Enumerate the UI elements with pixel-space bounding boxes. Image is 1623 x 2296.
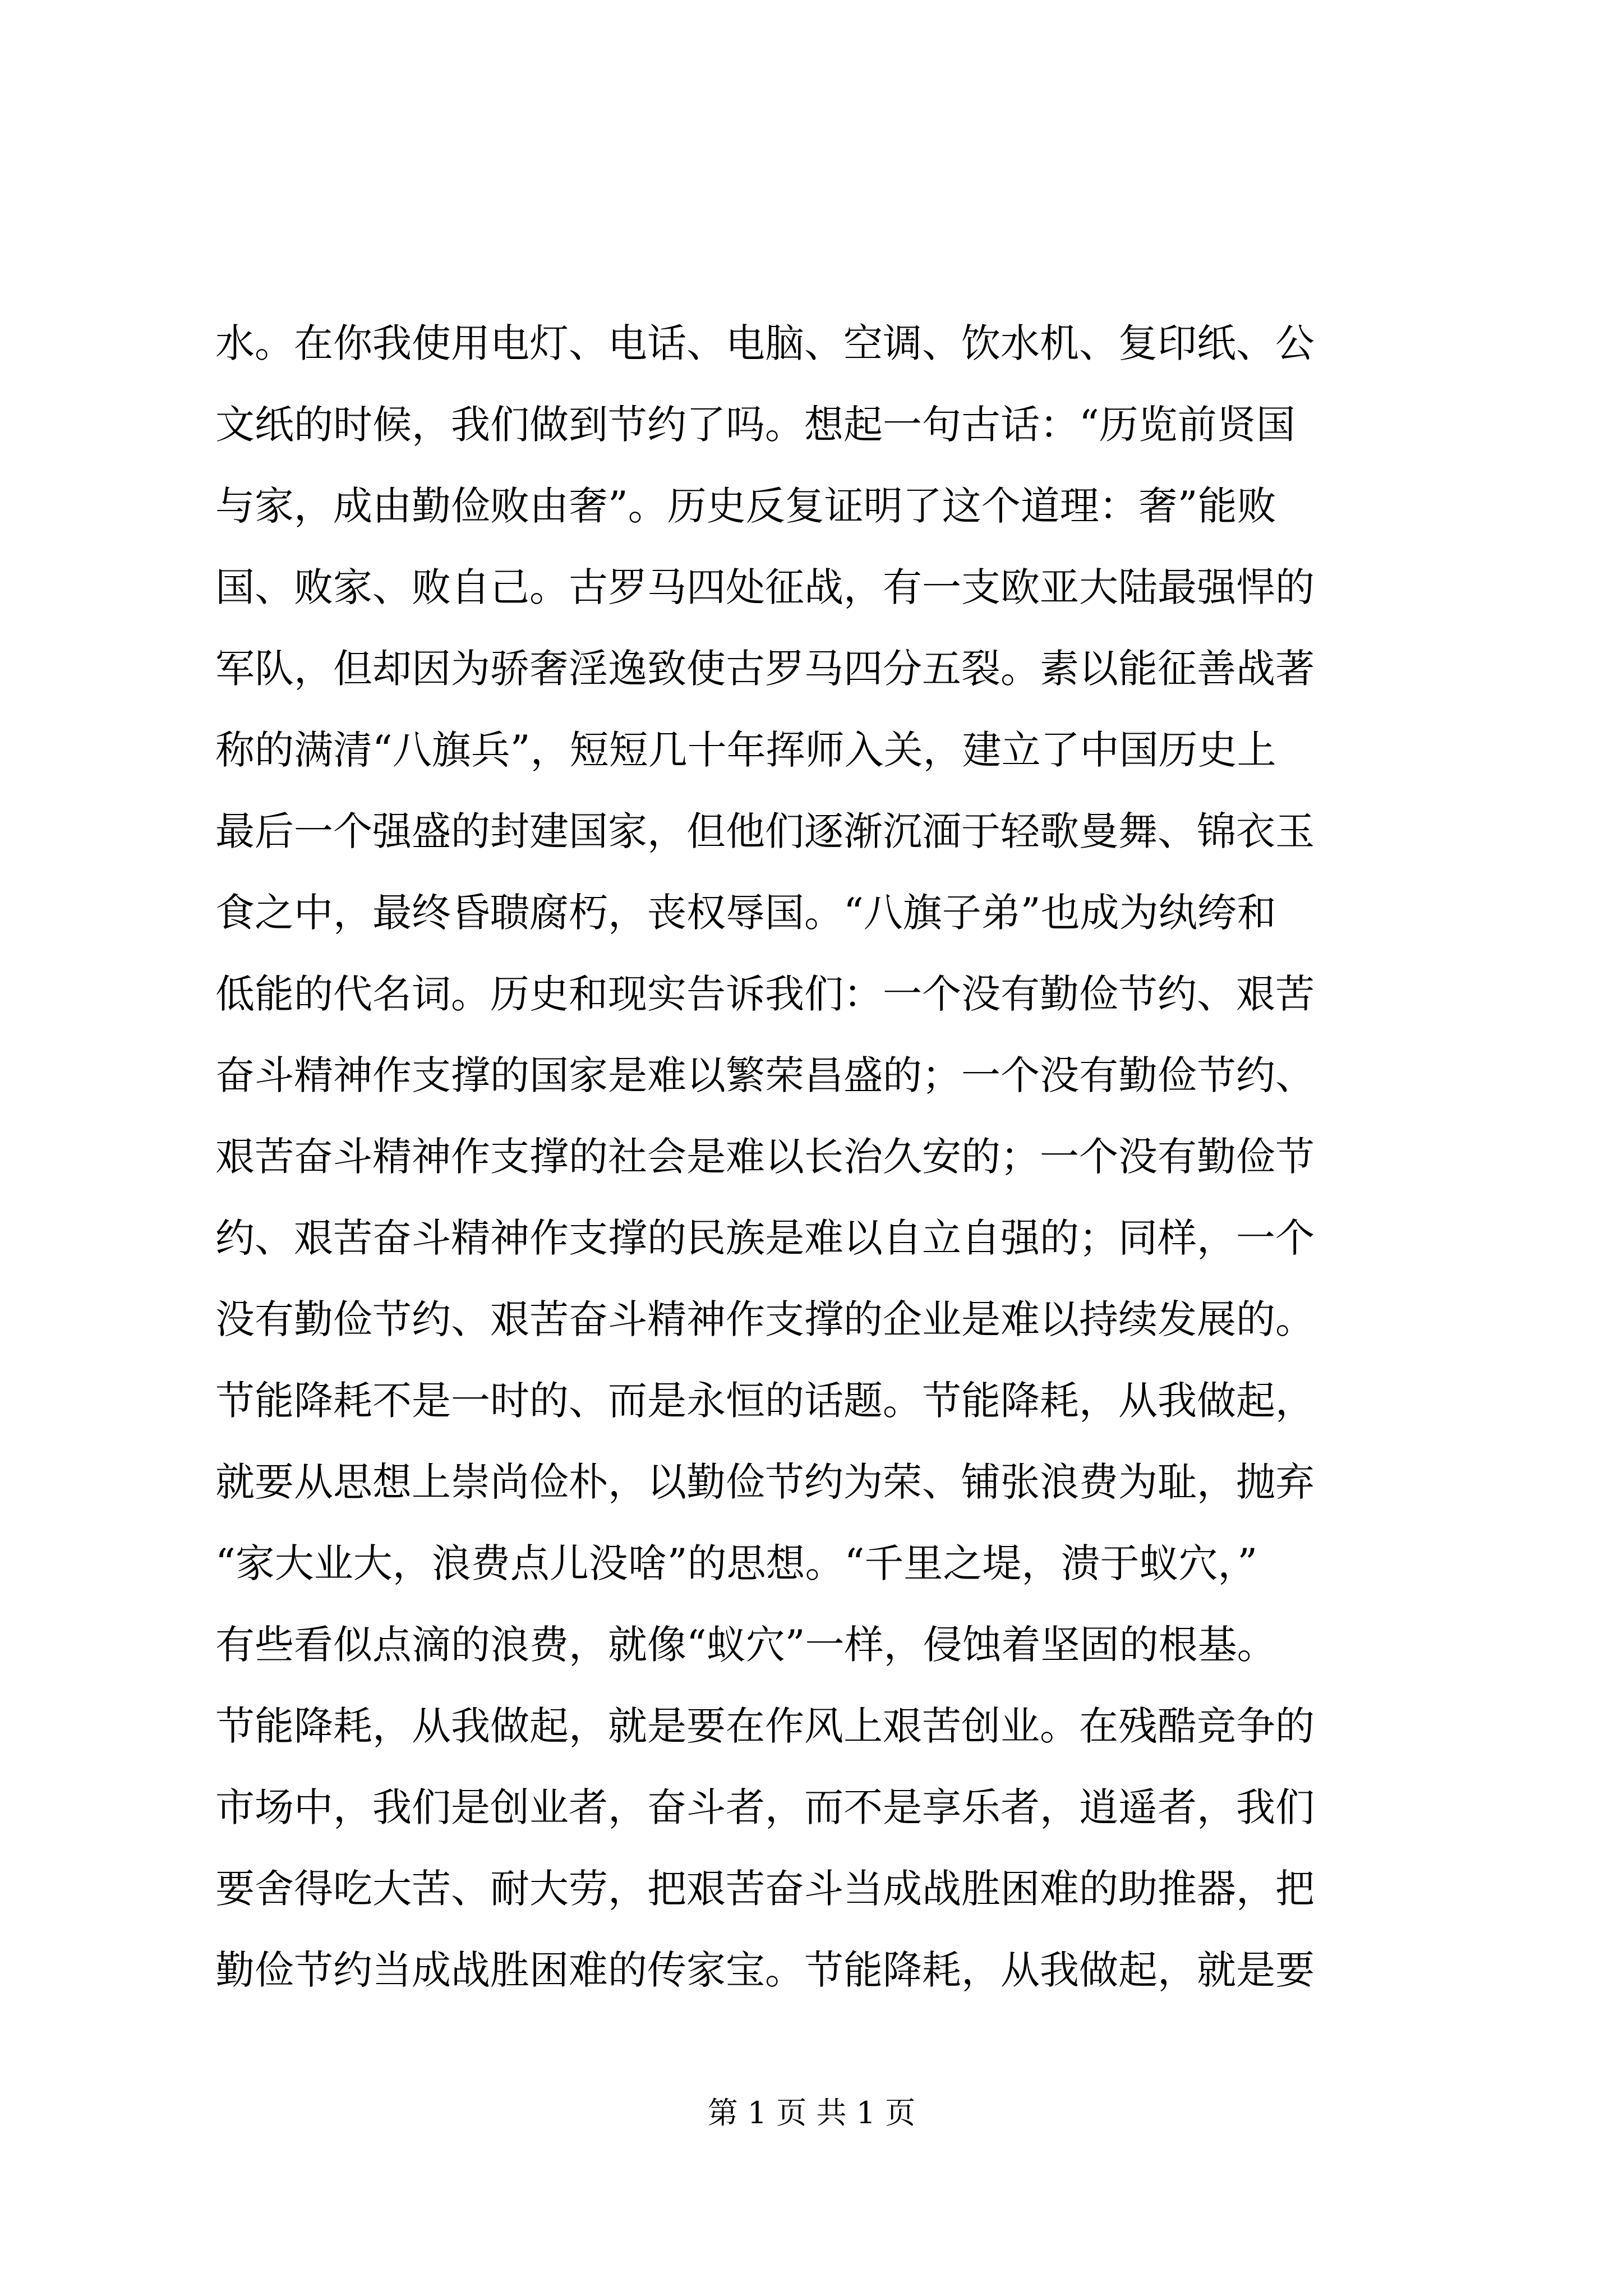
text-line: 要舍得吃大苦、耐大劳，把艰苦奋斗当成战胜困难的助推器，把: [215, 1866, 1315, 1912]
text-line: 水。在你我使用电灯、电话、电脑、空调、饮水机、复印纸、公: [215, 320, 1315, 366]
page-footer: [0, 2093, 1623, 2133]
text-line: 奋斗精神作支撑的国家是难以繁荣昌盛的；一个没有勤俭节约、: [215, 1052, 1315, 1098]
text-line: 没有勤俭节约、艰苦奋斗精神作支撑的企业是难以持续发展的。: [215, 1296, 1315, 1342]
text-line: 艰苦奋斗精神作支撑的社会是难以长治久安的；一个没有勤俭节: [215, 1134, 1315, 1180]
text-line: 约、艰苦奋斗精神作支撑的民族是难以自立自强的；同样，一个: [215, 1215, 1315, 1261]
body-text: [215, 303, 1427, 2011]
text-line: 有些看似点滴的浪费，就像“蚁穴”一样，侵蚀着坚固的根基。: [215, 1622, 1276, 1668]
text-line: 食之中，最终昏聩腐朽，丧权辱国。“八旗子弟”也成为纨绔和: [215, 890, 1276, 936]
text-line: 节能降耗，从我做起，就是要在作风上艰苦创业。在残酷竞争的: [215, 1703, 1315, 1749]
text-line: 文纸的时候，我们做到节约了吗。想起一句古话：“历览前贤国: [215, 402, 1295, 448]
text-line: 最后一个强盛的封建国家，但他们逐渐沉湎于轻歌曼舞、锦衣玉: [215, 808, 1315, 854]
text-line: 与家，成由勤俭败由奢”。历史反复证明了这个道理：奢”能败: [215, 483, 1276, 529]
text-line: 低能的代名词。历史和现实告诉我们：一个没有勤俭节约、艰苦: [215, 971, 1315, 1017]
text-line: “家大业大，浪费点儿没啥”的思想。“千里之堤，溃于蚁穴，”: [215, 1540, 1258, 1586]
text-line: 节能降耗不是一时的、而是永恒的话题。节能降耗，从我做起，: [215, 1378, 1315, 1424]
text-line: 勤俭节约当成战胜困难的传家宝。节能降耗，从我做起，就是要: [215, 1947, 1315, 1993]
text-line: 就要从思想上崇尚俭朴，以勤俭节约为荣、铺张浪费为耻，抛弃: [215, 1459, 1315, 1505]
text-line: 称的满清“八旗兵”，短短几十年挥师入关，建立了中国历史上: [215, 727, 1276, 773]
text-line: 市场中，我们是创业者，奋斗者，而不是享乐者，逍遥者，我们: [215, 1784, 1315, 1830]
text-line: 军队，但却因为骄奢淫逸致使古罗马四分五裂。素以能征善战著: [215, 646, 1315, 692]
text-line: 国、败家、败自己。古罗马四处征战，有一支欧亚大陆最强悍的: [215, 564, 1315, 610]
page-number-label: 第 1 页 共 1 页: [707, 2095, 916, 2131]
